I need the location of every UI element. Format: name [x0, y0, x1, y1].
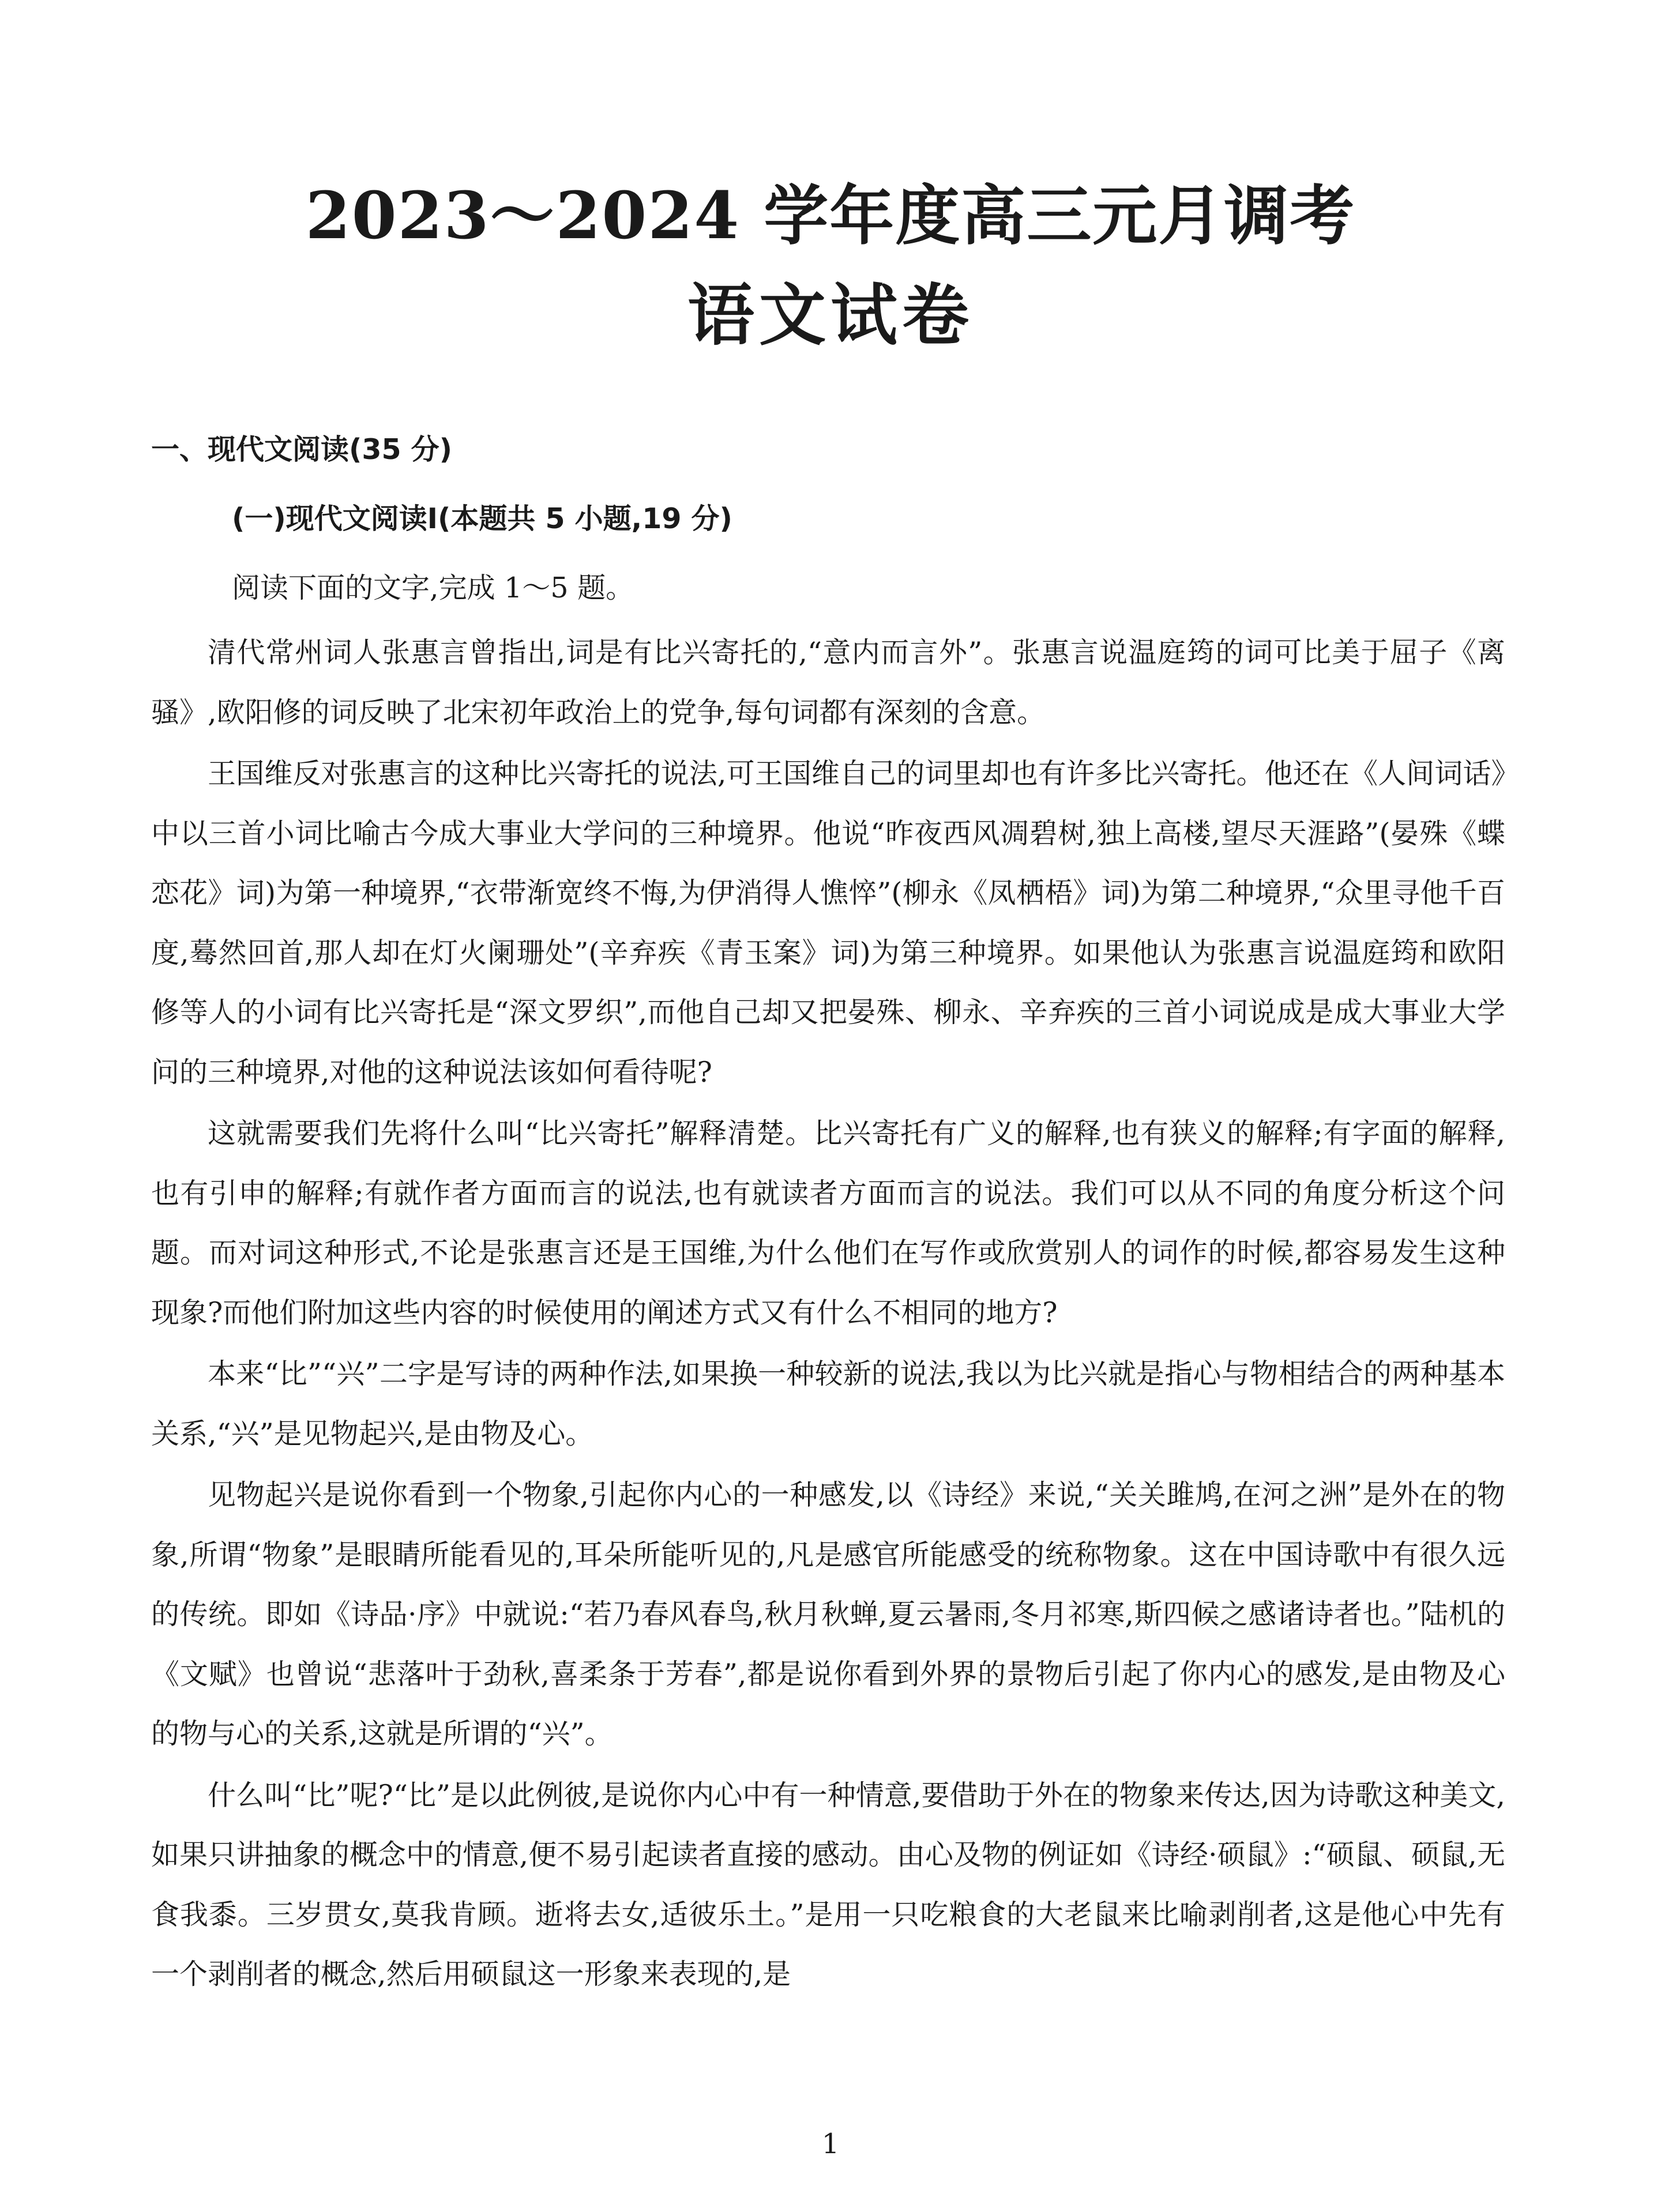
passage-paragraph: 王国维反对张惠言的这种比兴寄托的说法,可王国维自己的词里却也有许多比兴寄托。他还在《人间词话》中以三首小词比喻古今成大事业大学问的三种境界。他说“昨夜西风凋碧树,独上高楼,望尽天涯路”(晏殊《蝶恋花》词)为第一种境界,“衣带渐宽终不悔,为伊消得人憔悴”(柳永《凤栖梧》词)为第二种境界,“众里寻他千百度,蓦然回首,那人却在灯火阑珊处”(辛弃疾《青玉案》词)为第三种境界。如果他认为张惠言说温庭筠和欧阳修等人的小词有比兴寄托是“深文罗织”,而他自己却又把晏殊、柳永、辛弃疾的三首小词说成是成大事业大学问的三种境界,对他的这种说法该如何看待呢?	[151, 757, 1505, 1089]
reading-instruction: 阅读下面的文字,完成 1～5 题。	[232, 571, 634, 604]
exam-subtitle: 语文试卷	[687, 276, 974, 355]
passage-paragraph: 见物起兴是说你看到一个物象,引起你内心的一种感发,以《诗经》来说,“关关雎鸠,在河之洲”是外在的物象,所谓“物象”是眼睛所能看见的,耳朵所能听见的,凡是感官所能感受的统称物象。这在中国诗歌中有很久远的传统。即如《诗品·序》中就说:“若乃春风春鸟,秋月秋蝉,夏云暑雨,冬月祁寒,斯四候之感诸诗者也。”陆机的《文赋》也曾说“悲落叶于劲秋,喜柔条于芳春”,都是说你看到外界的景物后引起了你内心的感发,是由物及心的物与心的关系,这就是所谓的“兴”。	[151, 1479, 1505, 1750]
passage-paragraph: 清代常州词人张惠言曾指出,词是有比兴寄托的,“意内而言外”。张惠言说温庭筠的词可比美于屈子《离骚》,欧阳修的词反映了北宋初年政治上的党争,每句词都有深刻的含意。	[151, 636, 1505, 729]
exam-title: 2023～2024 学年度高三元月调考	[305, 178, 1356, 254]
passage-paragraph: 本来“比”“兴”二字是写诗的两种作法,如果换一种较新的说法,我以为比兴就是指心与物相结合的两种基本关系,“兴”是见物起兴,是由物及心。	[151, 1357, 1505, 1450]
sub-heading: (一)现代文阅读Ⅰ(本题共 5 小题,19 分)	[232, 502, 732, 535]
section-heading: 一、现代文阅读(35 分)	[151, 433, 453, 466]
page-number: 1	[821, 2128, 840, 2160]
passage-paragraph: 这就需要我们先将什么叫“比兴寄托”解释清楚。比兴寄托有广义的解释,也有狭义的解释;有字面的解释,也有引申的解释;有就作者方面而言的说法,也有就读者方面而言的说法。我们可以从不同的角度分析这个问题。而对词这种形式,不论是张惠言还是王国维,为什么他们在写作或欣赏别人的词作的时候,都容易发生这种现象?而他们附加这些内容的时候使用的阐述方式又有什么不相同的地方?	[151, 1117, 1505, 1329]
title-block	[0, 173, 1661, 364]
passage-paragraph: 什么叫“比”呢?“比”是以此例彼,是说你内心中有一种情意,要借助于外在的物象来传达,因为诗歌这种美文,如果只讲抽象的概念中的情意,便不易引起读者直接的感动。由心及物的例证如《诗经·硕鼠》:“硕鼠、硕鼠,无食我黍。三岁贯女,莫我肯顾。逝将去女,适彼乐土。”是用一只吃粮食的大老鼠来比喻剥削者,这是他心中先有一个剥削者的概念,然后用硕鼠这一形象来表现的,是	[151, 1778, 1505, 1991]
exam-content	[151, 415, 1505, 2006]
